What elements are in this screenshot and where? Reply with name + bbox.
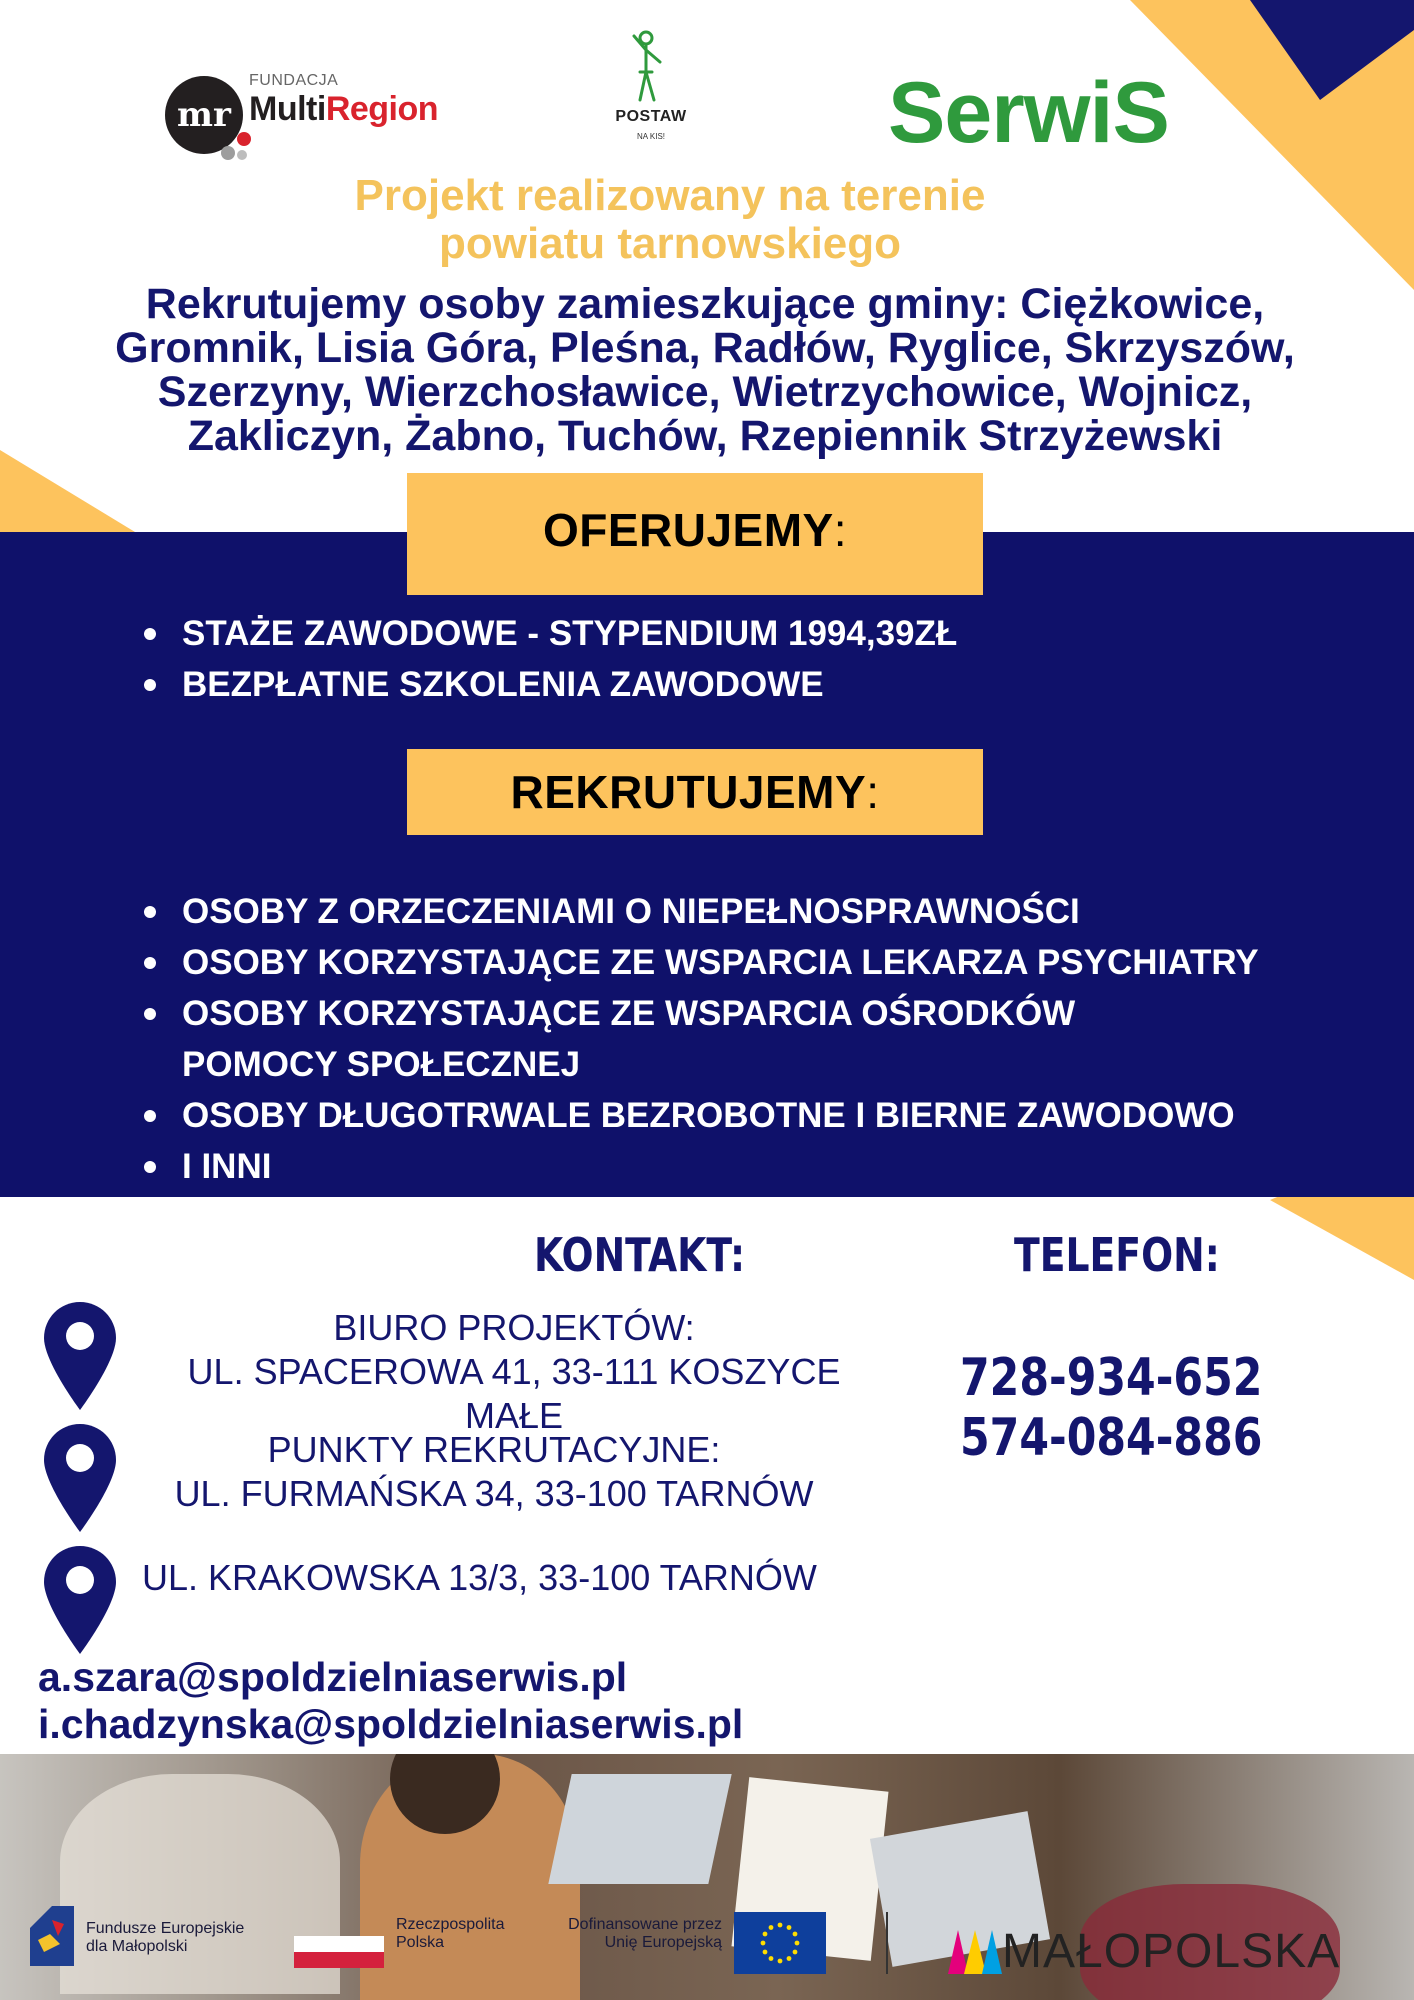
recruit-item: OSOBY KORZYSTAJĄCE ZE WSPARCIA LEKARZA PSYCHIATRY xyxy=(140,937,1380,988)
recruit-title: REKRUTUJEMY xyxy=(510,766,867,818)
recruit-line: Szerzyny, Wierzchosławice, Wietrzychowice, Wojnicz, xyxy=(157,368,1253,416)
location-pin-icon xyxy=(42,1300,118,1412)
postaw-logo xyxy=(596,28,706,148)
multiregion-logo xyxy=(165,70,455,160)
office-address: UL. SPACEROWA 41, 33-111 KOSZYCE MAŁE xyxy=(187,1351,841,1436)
location-pin-icon xyxy=(42,1544,118,1656)
mr-foundation-label: FUNDACJA xyxy=(249,72,339,89)
mr-monogram: mr xyxy=(165,76,243,154)
polish-flag-icon xyxy=(294,1936,384,1968)
malopolska-wordmark: MAŁOPOLSKA xyxy=(1002,1925,1341,1978)
email-addresses xyxy=(38,1654,743,1748)
project-headline-line1: Projekt realizowany na terenie xyxy=(354,171,986,220)
phone-number[interactable]: 728-934-652 xyxy=(960,1348,1263,1408)
recruitment-points-block xyxy=(134,1428,854,1516)
eu-label-line1: Dofinansowane przez xyxy=(568,1916,722,1933)
postaw-tagline: NA KIS! xyxy=(636,132,665,141)
recruit-item: OSOBY KORZYSTAJĄCE ZE WSPARCIA OŚRODKÓW POMOCY SPOŁECZNEJ xyxy=(140,988,1380,1090)
rp-label xyxy=(396,1916,505,1952)
recruit-item: I INNI xyxy=(140,1141,1380,1192)
recruit-line: Rekrutujemy osoby zamieszkujące gminy: Ciężkowice, xyxy=(145,280,1265,328)
points-label: PUNKTY REKRUTACYJNE: xyxy=(267,1429,721,1470)
malopolska-logo-icon xyxy=(948,1926,1002,1976)
office-address-block xyxy=(134,1306,894,1438)
second-point-address: UL. KRAKOWSKA 13/3, 33-100 TARNÓW xyxy=(142,1557,817,1598)
postaw-wordmark: POSTAW xyxy=(615,108,687,125)
office-label: BIURO PROJEKTÓW: xyxy=(333,1307,695,1348)
mr-name: MultiRegion xyxy=(249,90,439,128)
offer-item: BEZPŁATNE SZKOLENIA ZAWODOWE xyxy=(140,659,1380,710)
recruit-item: OSOBY DŁUGOTRWALE BEZROBOTNE I BIERNE ZAWODOWO xyxy=(140,1090,1380,1141)
fe-label-line1: Fundusze Europejskie xyxy=(86,1920,245,1937)
project-headline xyxy=(230,172,1110,268)
points-address: UL. FURMAŃSKA 34, 33-100 TARNÓW xyxy=(174,1473,814,1514)
fe-logo-icon xyxy=(30,1906,74,1966)
rp-label-line2: Polska xyxy=(396,1934,445,1951)
project-headline-line2: powiatu tarnowskiego xyxy=(438,219,902,268)
recruit-line: Zakliczyn, Żabno, Tuchów, Rzepiennik Strzyżewski xyxy=(187,412,1223,460)
recruit-line: Gromnik, Lisia Góra, Pleśna, Radłów, Ryglice, Skrzyszów, xyxy=(115,324,1295,372)
eu-flag-icon xyxy=(734,1912,826,1974)
offer-title-colon: : xyxy=(833,504,848,556)
email-link[interactable]: i.chadzynska@spoldzielniaserwis.pl xyxy=(38,1701,744,1747)
location-pin-icon xyxy=(42,1422,118,1534)
rp-label-line1: Rzeczpospolita xyxy=(396,1916,505,1933)
eu-label-line2: Unię Europejską xyxy=(604,1934,722,1951)
fe-label xyxy=(86,1920,244,1956)
recruit-title-colon: : xyxy=(866,766,880,818)
offer-title-box xyxy=(407,473,983,595)
serwis-logo: SerwiS xyxy=(888,65,1169,161)
phone-title: TELEFON: xyxy=(1014,1228,1220,1282)
eu-label xyxy=(552,1916,722,1952)
funding-divider xyxy=(886,1912,888,1974)
fe-label-line2: dla Małopolski xyxy=(86,1938,188,1955)
recruit-list xyxy=(140,886,1380,1192)
recruit-title-box xyxy=(407,749,983,835)
offer-list xyxy=(140,608,1380,710)
recruitment-area-headline xyxy=(40,282,1370,458)
phone-numbers xyxy=(960,1348,1262,1468)
offer-title: OFERUJEMY xyxy=(542,504,834,556)
contact-title: KONTAKT: xyxy=(534,1228,746,1282)
email-link[interactable]: a.szara@spoldzielniaserwis.pl xyxy=(38,1654,628,1700)
postaw-figure-icon xyxy=(596,28,706,104)
recruit-item: OSOBY Z ORZECZENIAMI O NIEPEŁNOSPRAWNOŚCI xyxy=(140,886,1380,937)
offer-item: STAŻE ZAWODOWE - STYPENDIUM 1994,39ZŁ xyxy=(140,608,1380,659)
phone-number[interactable]: 574-084-886 xyxy=(960,1408,1263,1468)
